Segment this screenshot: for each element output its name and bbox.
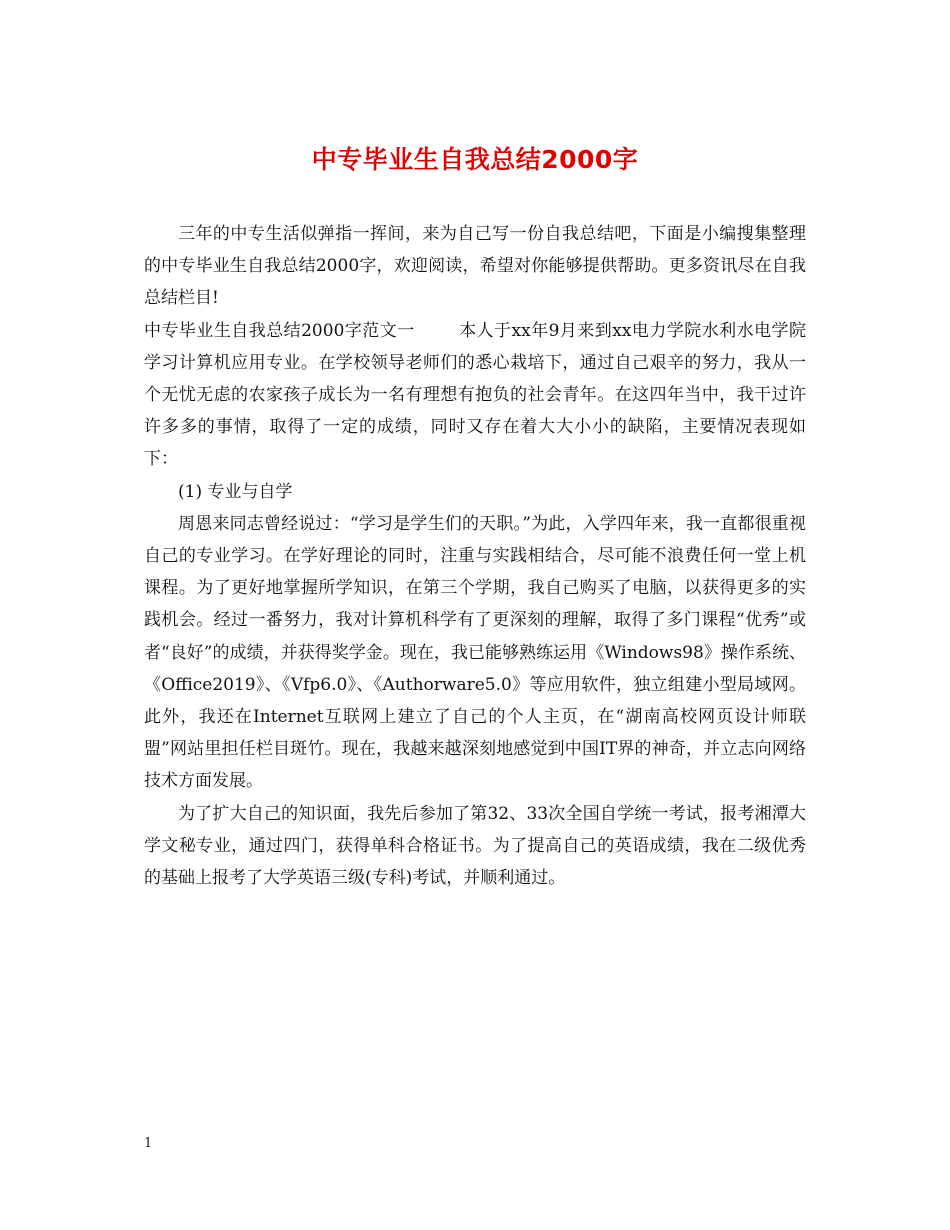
subheading: (1) 专业与自学 [178,481,293,502]
document-title: 中专毕业生自我总结2000字 [311,145,639,174]
intro-paragraph: 三年的中专生活似弹指一挥间，来为自己写一份自我总结吧，下面是小编搜集整理的中专毕业生自我总结2000字，欢迎阅读，希望对你能够提供帮助。更多资讯尽在自我总结栏目! [144,224,806,309]
section-intro-text: 本人于xx年9月来到xx电力学院水利水电学院学习计算机应用专业。在学校领导老师们的悉心栽培下，通过自己艰辛的努力，我从一个无忧无虑的农家孩子成长为一名有理想有抱负的社会青年。在这四年当中，我干过许许多多的事情，取得了一定的成绩，同时又存在着大大小小的缺陷，主要情况表现如下： [144,320,806,470]
body-paragraph-1: 周恩来同志曾经说过：“学习是学生们的天职。”为此，入学四年来，我一直都很重视自己的专业学习。在学好理论的同时，注重与实践相结合，尽可能不浪费任何一堂上机课程。为了更好地掌握所学知识，在第三个学期，我自己购买了电脑，以获得更多的实践机会。经过一番努力，我对计算机科学有了更深刻的理解，取得了多门课程“优秀”或者“良好”的成绩，并获得奖学金。现在，我已能够熟练运用《Windows98》操作系统、《Office2019》、《Vfp6.0》、《Authorware5.0》等应用软件，独立组建小型局域网。此外，我还在Internet互联网上建立了自己的个人主页，在“湖南高校网页设计师联盟”网站里担任栏目斑竹。现在，我越来越深刻地感觉到中国IT界的神奇，并立志向网络技术方面发展。 [144,513,806,792]
body-paragraph-2: 为了扩大自己的知识面，我先后参加了第32、33次全国自学统一考试，报考湘潭大学文秘专业，通过四门，获得单科合格证书。为了提高自己的英语成绩，我在二级优秀的基础上报考了大学英语三级(专科)考试，并顺利通过。 [144,803,806,889]
section-paragraph [144,315,806,476]
document-body [144,218,806,894]
page-number: 1 [144,1136,153,1151]
section-heading: 中专毕业生自我总结2000字范文一 [144,320,415,341]
